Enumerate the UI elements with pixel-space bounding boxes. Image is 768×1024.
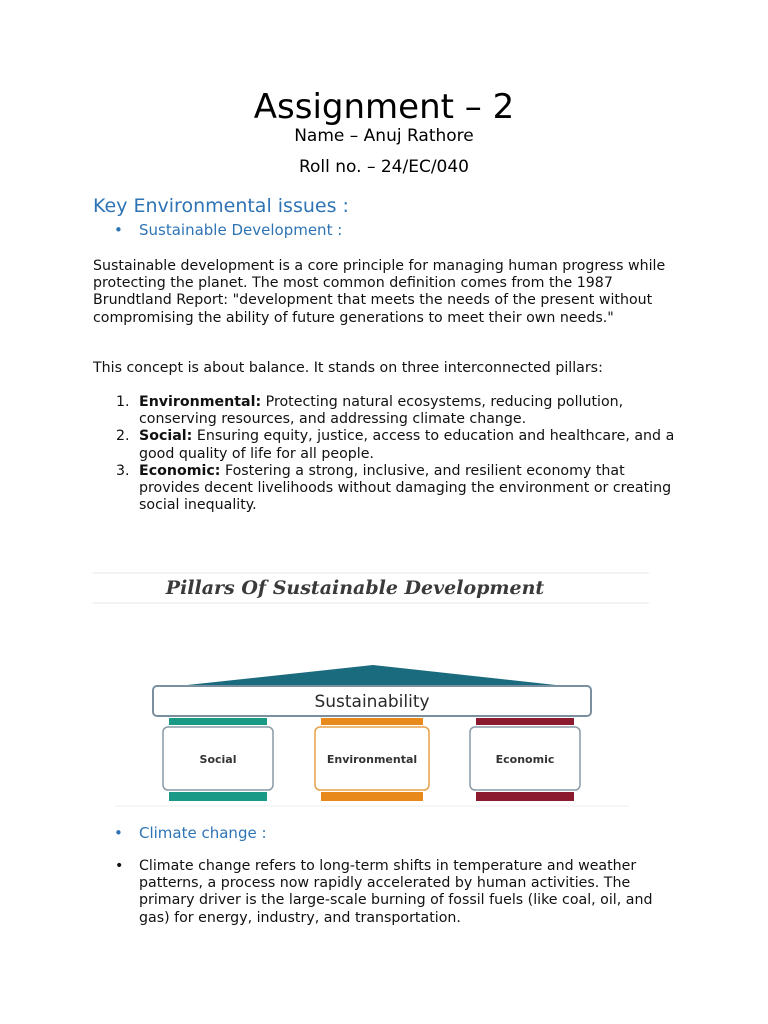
pillars-figure [93,570,653,810]
climate-list [93,858,683,927]
list-term: Economic: [139,462,221,479]
roll-number: Roll no. – 24/EC/040 [298,157,470,177]
pillar-environmental [315,718,429,801]
pillar-base [169,792,267,801]
pillar-label: Economic [495,753,555,766]
bullet-icon: • [114,824,123,842]
list-number: 2. [116,428,130,445]
subheading-label: Sustainable Development : [139,221,343,239]
student-name: Name – Anuj Rathore [294,126,474,146]
list-item [93,428,683,462]
pillar-social [163,718,273,801]
list-item [93,394,683,428]
pillar-base [476,792,574,801]
list-number: 1. [116,394,130,410]
section-heading: Key Environmental issues : [93,195,349,217]
pillar-cap [476,718,574,725]
roof-label: Sustainability [314,692,430,712]
pillars-list [93,394,683,514]
bullet-icon: • [114,221,123,239]
list-number: 3. [116,462,130,479]
list-item [93,463,683,515]
list-item [93,858,683,927]
pillar-cap [321,718,423,725]
pillar-base [321,792,423,801]
list-text: Climate change refers to long-term shifts in temperature and weather patterns, a process now rapidly accelerated by human activities. The primary driver is the large-scale burning of fossil fuels (like coal, oil, and gas) for energy, industry, and transportation. [139,858,653,926]
assignment-title: Assignment – 2 [253,87,515,127]
bullet-icon: • [115,858,124,874]
list-term: Social: [139,428,193,445]
pillars-diagram [93,570,653,810]
pillar-label: Environmental [326,753,418,766]
list-text: Ensuring equity, justice, access to education and healthcare, and a good quality of life for all people. [139,428,675,462]
list-text: Protecting natural ecosystems, reducing pollution, conserving resources, and addressing climate change. [139,394,624,428]
figure-title: Pillars Of Sustainable Development [165,577,545,599]
paragraph-balance: This concept is about balance. It stands on three interconnected pillars: [93,360,603,376]
list-text: Fostering a strong, inclusive, and resilient economy that provides decent livelihoods without damaging the environment or creating social inequality. [139,462,672,514]
pillar-cap [169,718,267,725]
roof-triangle [178,665,565,686]
subheading-label: Climate change : [139,824,267,842]
list-term: Environmental: [139,394,262,410]
paragraph-definition: Sustainable development is a core principle for managing human progress while protecting the planet. The most common definition comes from the 1987 Brundtland Report: "development that meets the needs of the present without compromising the ability of future generations to meet their own needs." [93,258,666,326]
pillar-label: Social [199,753,237,766]
pillar-economic [470,718,580,801]
